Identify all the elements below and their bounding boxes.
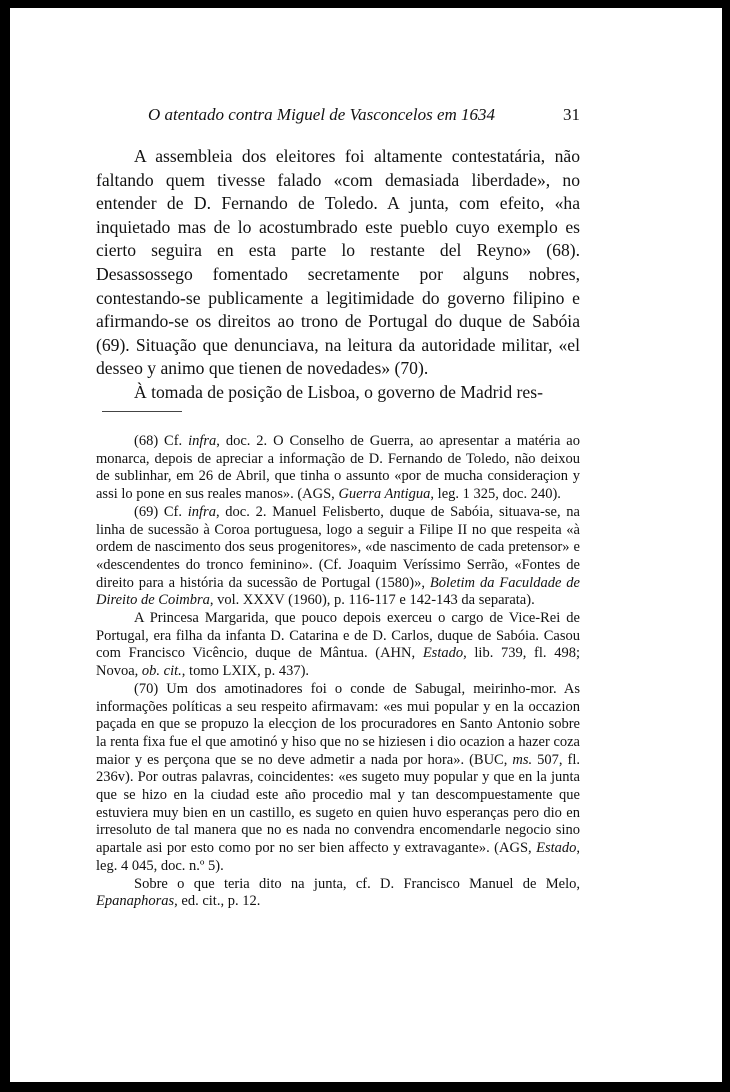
footnotes (96, 433, 580, 911)
footnote-68: (68) Cf. infra, doc. 2. O Conselho de Guerra, ao apresentar a matéria ao monarca, depois de apreciar a informação de D. Fernando de Toledo, não deixou de sublinhar, em 26 de Abril, que tinha o assunto «por de mucha consideraçion y assi lo pone en sus reales manos». (AGS, Guerra Antigua, leg. 1 325, doc. 240). (96, 433, 580, 503)
footnote-69-continuation: A Princesa Margarida, que pouco depois exerceu o cargo de Vice-Rei de Portugal, era filha da infanta D. Catarina e de D. Carlos, duque de Sabóia. Casou com Francisco Vicêncio, duque de Mântua. (AHN, Estado, lib. 739, fl. 498; Novoa, ob. cit., tomo LXIX, p. 437). (96, 610, 580, 680)
body-paragraph: A assembleia dos eleitores foi altamente contestatária, não faltando quem tivesse falado «com demasiada liberdade», no entender de D. Fernando de Toledo. A junta, com efeito, «ha inquietado mas de lo acostumbrado este pueblo cuyo exemplo es cierto seguira en esta parte lo restante del Reyno» (68). Desassossego fomentado secretamente por alguns nobres, contestando-se publicamente a legitimidade do governo filipino e afirmando-se os direitos ao trono de Portugal do duque de Sabóia (69). Situação que denunciava, na leitura da autoridade militar, «el desseo y animo que tienen de novedades» (70). (96, 146, 580, 379)
page-number: 31 (563, 105, 580, 124)
body-paragraph: À tomada de posição de Lisboa, o governo de Madrid res- (134, 381, 543, 402)
running-header (148, 104, 580, 126)
footnote-70: (70) Um dos amotinadores foi o conde de Sabugal, meirinho-mor. As informações políticas a seu respeito afirmavam: «es mui popular y en la occazion paçada en que se propuzo la elecçion de los procuradores en Santo Antonio sobre la renta fixa fue el que amotinó y hiso que no se hiziesen i dio ocazion a hazer coza maior y es perçona que se no deve admetir a nada por hora». (BUC, ms. 507, fl. 236v). Por outras palavras, coincidentes: «es sugeto muy popular y que en la junta que se hizo en la ciudad este año procedio mal y tan descompuestamente que estuviera muy bien en un castillo, es sugeto en quien huvo esperanças pero dio en irresoluto de tal manera que no es nada no convendra encomendarle negocio sino apartale asi por esto como por no ser bien affecto y extravagante». (AGS, Estado, leg. 4 045, doc. n.º 5). (96, 680, 580, 874)
footnote-separator (102, 411, 182, 412)
main-text (96, 145, 580, 405)
footnote-69: (69) Cf. infra, doc. 2. Manuel Felisberto, duque de Sabóia, situava-se, na linha de sucessão à Coroa portuguesa, logo a seguir a Filipe II no que respeita «à ordem de nascimento dos seus progenitores», «de nascimento de cada pretensor» e «descendentes do tronco feminino». (Cf. Joaquim Veríssimo Serrão, «Fontes de direito para a história da sucessão de Portugal (1580)», Boletim da Faculdade de Direito de Coimbra, vol. XXXV (1960), p. 116-117 e 142-143 da separata). (96, 503, 580, 609)
running-title: O atentado contra Miguel de Vasconcelos em 1634 (148, 105, 496, 124)
book-page (10, 8, 722, 1082)
footnote-70-continuation: Sobre o que teria dito na junta, cf. D. Francisco Manuel de Melo, Epanaphoras, ed. cit., p. 12. (96, 875, 580, 910)
